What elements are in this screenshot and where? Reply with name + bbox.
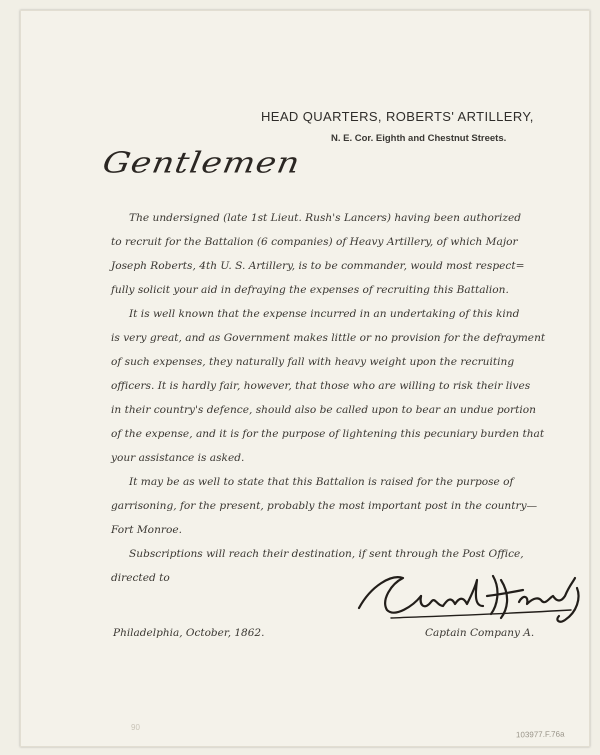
pencil-mark: 90: [131, 723, 140, 732]
body-line: directed to: [111, 572, 170, 584]
body-line: The undersigned (late 1st Lieut. Rush's Lancers) having been authorized: [129, 212, 521, 224]
letter-body: [111, 206, 551, 590]
handwritten-signature: [351, 566, 590, 626]
body-line: officers. It is hardly fair, however, that those who are willing to risk their lives: [111, 380, 531, 392]
catalog-number: 103977.F.76a: [515, 729, 565, 740]
body-line: Subscriptions will reach their destination, if sent through the Post Office,: [129, 548, 524, 560]
body-line: Joseph Roberts, 4th U. S. Artillery, is to be commander, would most respect=: [111, 260, 525, 272]
place-and-date: Philadelphia, October, 1862.: [113, 627, 265, 639]
body-line: It may be as well to state that this Battalion is raised for the purpose of: [129, 476, 514, 488]
body-line: is very great, and as Government makes little or no provision for the defrayment: [111, 332, 546, 344]
salutation: Gentlemen: [100, 146, 304, 180]
letterhead-title: HEAD QUARTERS, ROBERTS' ARTILLERY,: [261, 109, 534, 124]
body-line: in their country's defence, should also be called upon to bear an undue portion: [111, 404, 536, 416]
body-line: fully solicit your aid in defraying the expenses of recruiting this Battalion.: [111, 284, 509, 296]
body-line: garrisoning, for the present, probably the most important post in the country—: [111, 500, 538, 512]
body-line: It is well known that the expense incurred in an undertaking of this kind: [129, 308, 520, 320]
body-line: of such expenses, they naturally fall with heavy weight upon the recruiting: [111, 356, 515, 368]
signature-drawing: [351, 566, 590, 626]
signer-title: Captain Company A.: [425, 627, 535, 639]
letter-sheet: [20, 10, 590, 747]
body-line: to recruit for the Battalion (6 companies) of Heavy Artillery, of which Major: [111, 236, 518, 248]
body-line: of the expense, and it is for the purpose of lightening this pecuniary burden that: [111, 428, 545, 440]
letterhead-address: N. E. Cor. Eighth and Chestnut Streets.: [331, 133, 507, 144]
body-line: your assistance is asked.: [111, 452, 245, 464]
body-line: Fort Monroe.: [111, 524, 182, 536]
